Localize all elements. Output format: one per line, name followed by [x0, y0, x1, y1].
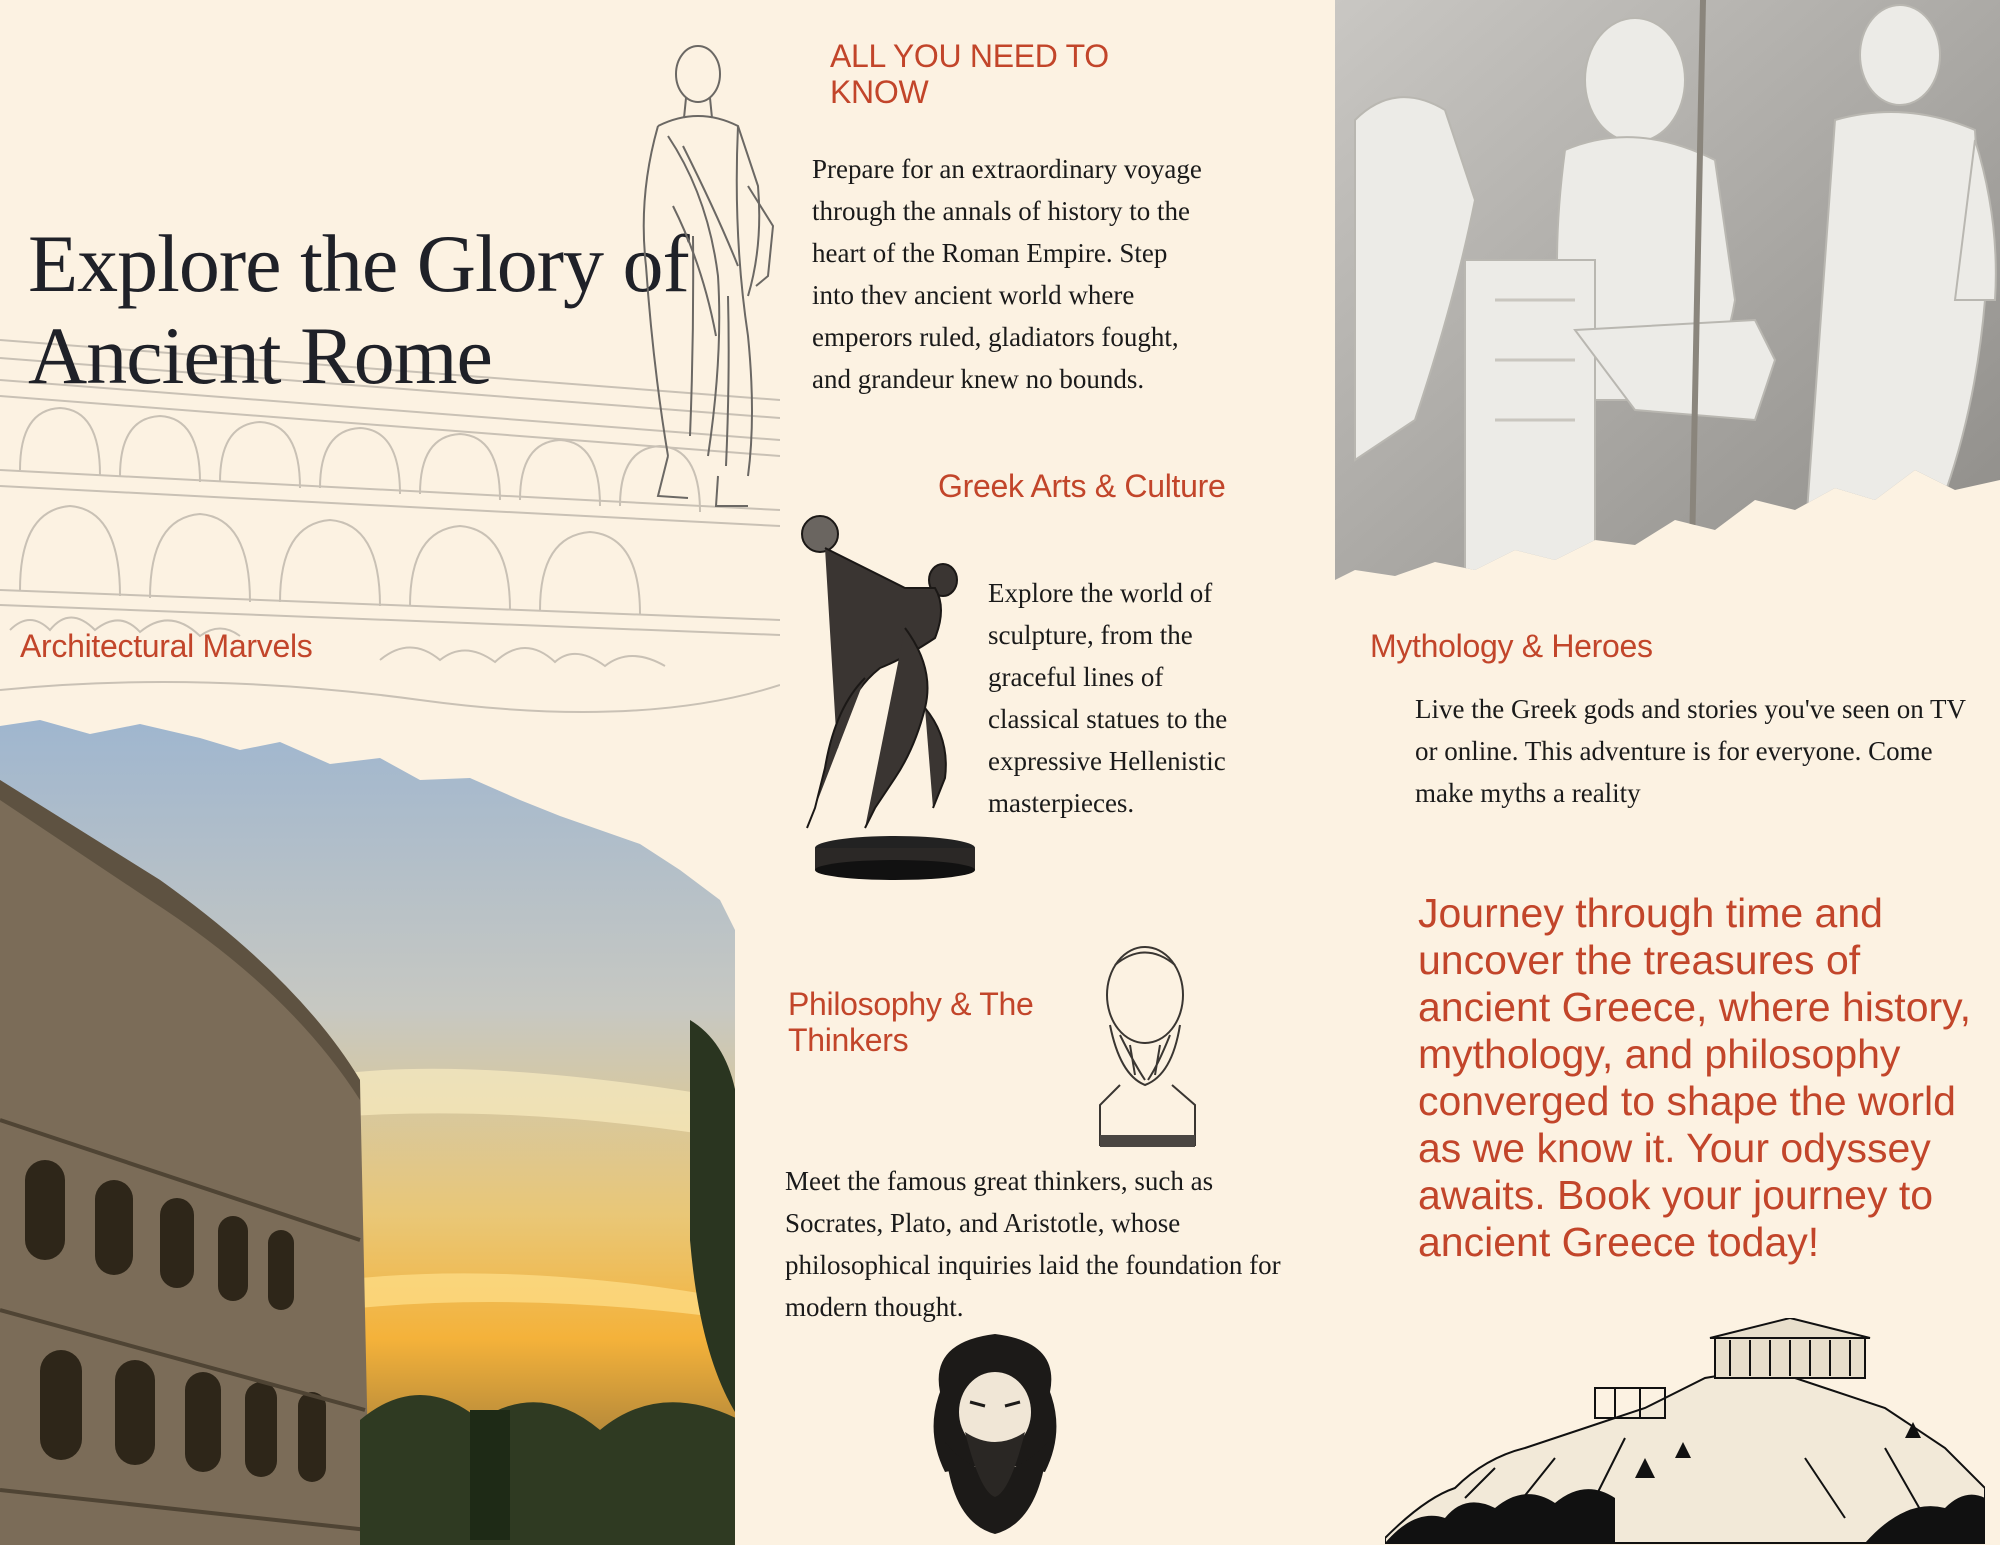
philosophy-heading: Philosophy & The Thinkers — [788, 986, 1034, 1058]
discus-thrower-image — [785, 508, 990, 883]
philosopher-bust-image — [1080, 935, 1210, 1150]
acropolis-image — [1385, 1318, 1985, 1545]
greek-arts-body: Explore the world of sculpture, from the graceful lines of classical statues to the expressive Hellenistic masterpieces. — [988, 578, 1228, 818]
mythology-heading: Mythology & Heroes — [1370, 628, 1653, 664]
colosseum-photo — [0, 720, 740, 1545]
page-title: Explore the Glory of Ancient Rome — [28, 218, 689, 401]
bearded-thinker-image — [900, 1322, 1090, 1537]
closing-call-to-action: Journey through time and uncover the treasures of ancient Greece, where history, mythology, and philosophy converged to shape the world as we know it. Your odyssey awaits. Book your journey to ancient Greece today! — [1418, 890, 1971, 1265]
greek-arts-heading: Greek Arts & Culture — [938, 468, 1226, 504]
philosophy-body: Meet the famous great thinkers, such as Socrates, Plato, and Aristotle, whose philosophical inquiries laid the foundation for modern thought. — [785, 1166, 1281, 1322]
architectural-marvels-heading: Architectural Marvels — [20, 628, 313, 664]
roman-toga-statue-image — [598, 36, 798, 526]
mythology-body: Live the Greek gods and stories you've seen on TV or online. This adventure is for everyone. Come make myths a reality — [1415, 694, 1966, 808]
all-you-need-body: Prepare for an extraordinary voyage through the annals of history to the heart of the Roman Empire. Step into thev ancient world where emperors ruled, gladiators fought, and grandeur knew no bounds. — [812, 154, 1202, 394]
all-you-need-heading: ALL YOU NEED TO KNOW — [830, 38, 1109, 110]
marble-gods-photo — [1335, 0, 2000, 582]
